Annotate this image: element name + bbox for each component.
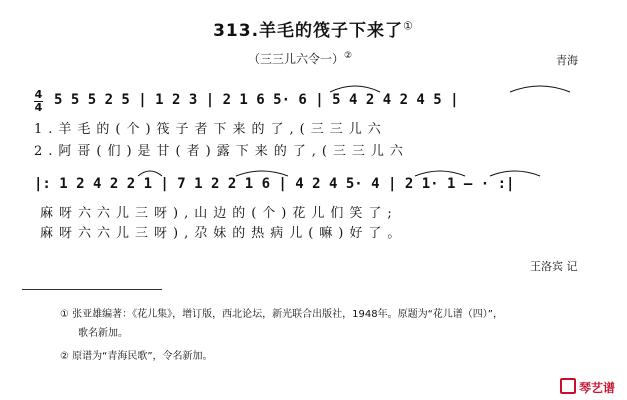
site-watermark: 琴艺谱: [560, 378, 615, 396]
lyric-verse1-line2: 麻呀六六儿三呀),山边的(个)花儿们笑了;: [40, 206, 398, 221]
song-subtitle: （三三儿六令一）②: [248, 51, 353, 66]
transcriber-credit: 王洛宾 记: [530, 260, 578, 273]
song-title: 313.羊毛的筏子下来了①: [213, 19, 414, 41]
lyric-verse2-line1: 2.阿哥(们)是甘(者)露下来的了,(三三儿六: [34, 144, 409, 159]
lyric-verse1-line1: 1.羊毛的(个)筏子者下来的了,(三三儿六: [34, 122, 387, 137]
footnote-2: ② 原谱为“青海民歌”，令名新加。: [60, 351, 213, 362]
region-label: 青海: [556, 54, 578, 67]
staff-line-2: |: 1 2 4 2 2 1 | 7 1 2 2 1 6 | 4 2 4 5· 4 | 2 1· 1 – · :|: [34, 176, 515, 192]
logo-icon: [560, 378, 576, 394]
footnote-1-line2: 歌名新加。: [78, 328, 128, 339]
footnote-divider: [22, 289, 162, 290]
time-signature: 4 4: [34, 88, 43, 114]
lyric-verse2-line2: 麻呀六六儿三呀),尕妹的热病儿(嘛)好了。: [40, 226, 407, 241]
staff-line-1: 5 5 5 2 5 | 1 2 3 | 2 1 6 5· 6 | 5 4 2 4 2 4 5 |: [54, 92, 459, 108]
footnote-1-line1: ① 张亚雄编著：《花儿集》，增订版，西北论坛，新光联合出版社，1948年。原题为“花儿谱（四）”，: [60, 309, 503, 320]
